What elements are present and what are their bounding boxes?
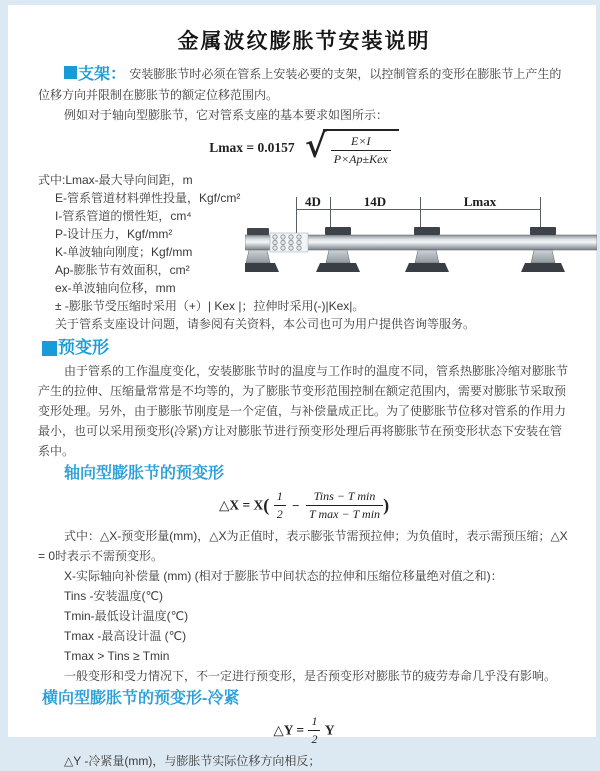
section-marker-icon: [64, 66, 77, 79]
support-diagram-svg: [245, 189, 597, 293]
transverse-note-line: △Y -冷紧量(mm)，与膨胀节实际位移方向相反；: [64, 754, 321, 769]
transverse-formula-lhs: △Y =: [273, 722, 305, 738]
definition-line-plus-minus: ± -膨胀节受压缩时采用（+）| Kex |；拉伸时采用(-)|Kex|。: [55, 299, 365, 313]
transverse-formula-rhs: Y: [324, 722, 335, 738]
temperature-fraction-denominator: T max − T min: [309, 507, 381, 522]
half-denominator: 2: [276, 507, 283, 522]
predeform-heading-label: 预变形: [58, 338, 109, 357]
axial-line: Tmax -最高设计温 (℃): [64, 629, 187, 644]
predeform-section-heading: [42, 337, 570, 359]
lmax-fraction-numerator: E×I: [331, 134, 391, 151]
axial-line: Tmin-最低设计温度(℃): [64, 609, 189, 624]
formula-lmax-lhs: Lmax = 0.0157: [209, 140, 295, 155]
consulting-note-line: 关于管系支座设计问题，请参阅有关资料，本公司也可为用户提供咨询等服务。: [55, 317, 476, 331]
page-title: 金属波纹膨胀节安装说明: [177, 30, 431, 53]
bellows: [270, 233, 308, 252]
left-paren: (: [263, 495, 270, 516]
predeform-paragraph: 由于管系的工作温度变化，安装膨胀节时的温度与工作时的温度不同，管系热膨胀冷缩对膨胀节产生的拉伸、压缩量常常是不均等的，为了膨胀节变形范围控制在额定范围内，需要对膨胀节采取预变形处理。另外，由于膨胀节刚度是一个定值，与补偿量成正比。为了使膨胀节位移对管系的作用力最小，也可以采用预变形(冷紧)方让对膨胀节进行预变形处理后再将膨胀节在预变形状态下安装在管系中。: [38, 364, 569, 459]
lmax-fraction-denominator: P×Ap±Kex: [333, 152, 388, 166]
dimension-label-lmax: Lmax: [463, 194, 497, 209]
document-content: [8, 5, 596, 771]
axial-explain-paragraph: 式中：△X-预变形量(mm)，△X为正值时，表示膨张节需预拉伸；为负值时，表示需预压缩；△X = 0时表示不需预变形。: [38, 529, 568, 564]
definition-line: 式中:Lmax-最大导向间距，m: [38, 173, 193, 187]
transverse-half-denominator: 2: [311, 732, 318, 747]
dimension-label-4d: 4D: [305, 194, 321, 209]
radical-expression: [305, 126, 399, 167]
axial-line: Tins -安装温度(℃): [64, 589, 164, 604]
document-sheet: [8, 5, 596, 769]
right-paren: ): [383, 495, 390, 516]
support-intro-paragraph: [38, 64, 570, 105]
one-half-fraction: [274, 489, 286, 522]
support-intro-text: 安装膨胀节时必须在管系上安装必要的支架，以控制管系的变形在膨胀节上产生的位移方向并限制在膨胀节的额定位移范围内。: [38, 67, 562, 102]
support-section-heading: 支架：: [78, 66, 127, 83]
definition-line: E-管系管道材料弹性投量，Kgf/cm²: [55, 191, 241, 205]
minus-operator: −: [292, 497, 300, 513]
dimension-label-14d: 14D: [363, 194, 387, 209]
definition-line: ex-单波轴向位移，mm: [55, 281, 176, 295]
support-example-line: 例如对于轴向型膨胀节，它对管系支座的基本要求如图所示：: [64, 108, 389, 122]
axial-definition-lines: [38, 566, 570, 686]
section-marker-icon: [42, 341, 57, 356]
support-diagram: [245, 189, 597, 293]
axial-line: Tmax > Tins ≥ Tmin: [64, 649, 170, 664]
definition-line: K-单波轴向刚度；Kgf/mm: [55, 245, 193, 259]
radicand: [323, 129, 399, 167]
temperature-fraction: [306, 489, 383, 522]
radical-sign-icon: √: [305, 126, 327, 165]
half-numerator: 1: [274, 489, 286, 506]
transverse-subsection-heading: 横向型膨胀节的预变形-冷紧: [42, 690, 240, 708]
definition-line: I-管系管道的惯性矩，cm⁴: [55, 209, 192, 223]
axial-line: X-实际轴向补偿量 (mm) (相对于膨胀节中间状态的拉伸和压缩位移量绝对值之和)：: [64, 569, 503, 584]
definition-line: Ap-膨胀节有效面积，cm²: [55, 263, 190, 277]
temperature-fraction-numerator: Tins − T min: [306, 489, 383, 506]
transverse-one-half-fraction: [308, 714, 320, 747]
axial-formula-lhs: △X = X: [218, 497, 264, 513]
definition-line: P-设计压力，Kgf/mm²: [55, 227, 173, 241]
axial-subsection-heading: 轴向型膨胀节的预变形: [64, 465, 225, 483]
formula-transverse-coldpull: [38, 714, 570, 747]
formula-axial-predeform: [38, 489, 570, 522]
axial-note-line: 一般变形和受力情况下，不一定进行预变形，是否预变形对膨胀节的疲劳寿命几乎没有影响。: [64, 669, 557, 684]
transverse-half-numerator: 1: [308, 714, 320, 731]
lmax-fraction: [331, 134, 391, 167]
formula-lmax: [38, 126, 570, 167]
